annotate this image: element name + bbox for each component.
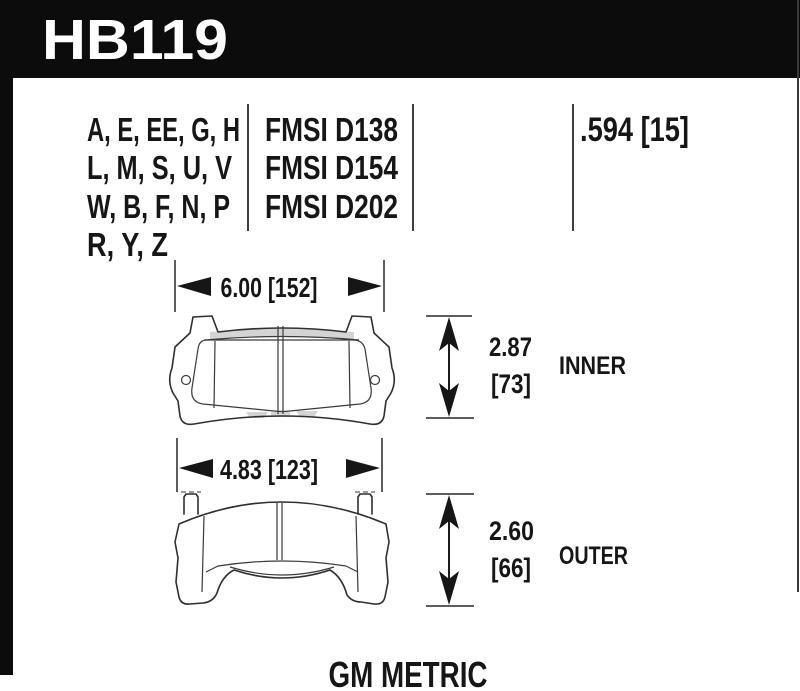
thickness-value: .594 [15] [580,111,689,149]
fmsi-number-1: FMSI D138 [265,111,398,148]
outer-pad-tab-left [184,494,198,514]
compound-codes-line-4: R, Y, Z [87,226,168,263]
dim-arrow-left-icon [177,277,211,296]
right-edge-line [797,0,799,592]
outer-pad-tab-right [358,494,372,514]
dim-arrow-right-icon [346,459,380,478]
inner-height-dimension-in: 2.87 [489,332,532,362]
outer-pad-drawing [175,438,628,606]
inner-width-dimension: 6.00 [152] [220,272,318,303]
outer-pad-friction-bottom-edge [206,561,358,572]
compound-codes-line-1: A, E, EE, G, H [87,111,240,148]
inner-pad-chamfer-line-right [349,341,350,408]
outer-pad-chamfer-line-right [356,516,358,592]
dim-arrow-right-icon [348,277,382,296]
fmsi-number-2: FMSI D154 [265,149,399,186]
inner-pad-hole-left [182,376,191,385]
left-edge-bar [0,78,13,675]
inner-pad-chamfer-line-left [214,341,215,408]
outer-height-dimension-mm: [66] [491,553,531,583]
compound-codes-line-2: L, M, S, U, V [87,149,232,186]
inner-pad-hole-right [371,376,380,385]
inner-pad-friction-outline [192,340,372,412]
fmsi-number-3: FMSI D202 [265,188,398,225]
inner-height-dimension-mm: [73] [491,369,531,399]
dim-arrow-left-icon [179,459,213,478]
spec-table [87,104,689,263]
inner-pad-drawing [170,260,626,424]
inner-pad-label: INNER [559,352,626,380]
outer-pad-label: OUTER [559,542,628,570]
outer-width-dimension: 4.83 [123] [220,454,318,485]
part-number: HB119 [42,8,228,72]
outer-height-dimension-in: 2.60 [489,516,534,546]
application-name: GM METRIC [328,654,488,691]
outer-pad-chamfer-line-left [202,516,204,592]
compound-codes-line-3: W, B, F, N, P [87,188,230,225]
